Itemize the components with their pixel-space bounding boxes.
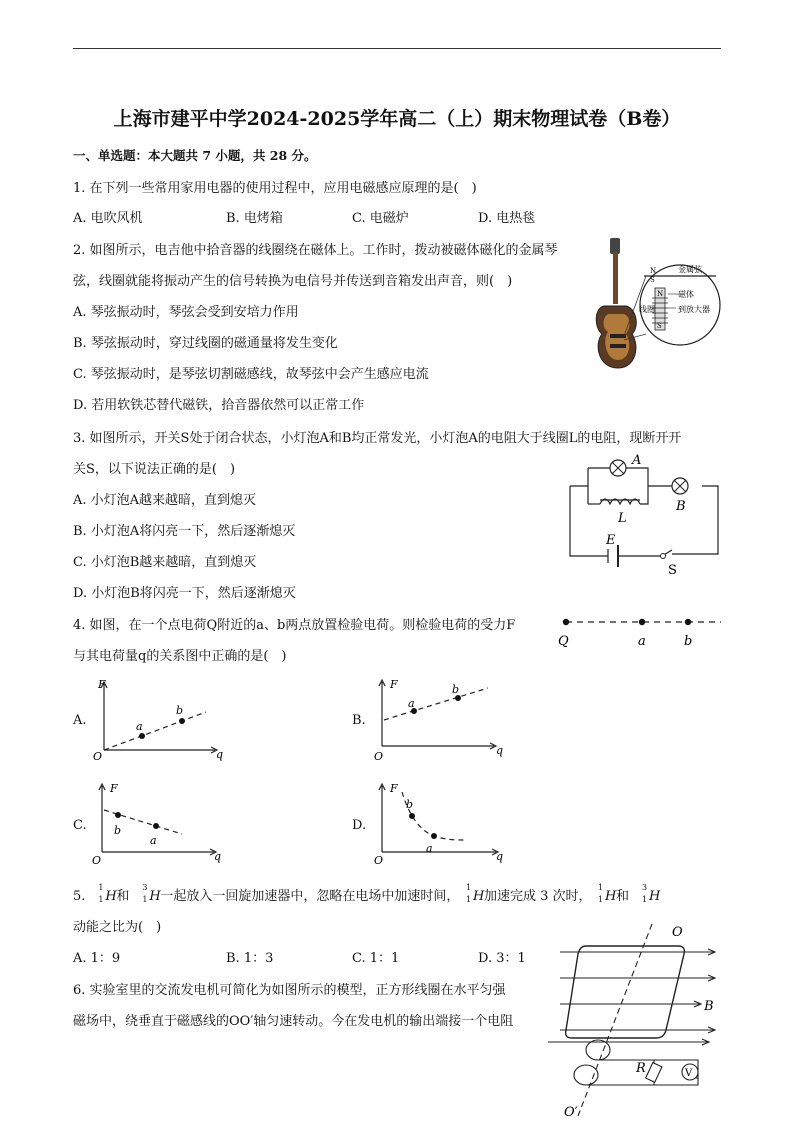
q2-stem-line2: 弦，线圈就能将振动产生的信号转换为电信号并传送到音箱发出声音，则( ) (73, 274, 513, 289)
axis-q-label: q (496, 850, 504, 863)
q4-charge-line-figure (556, 612, 726, 652)
axis-q-label: q (496, 744, 504, 757)
q1-option-b: B. 电烤箱 (226, 211, 283, 226)
q6-stem-line2: 磁场中，绕垂直于磁感线的OO′轴匀速转动。今在发电机的输出端接一个电阻 (73, 1014, 514, 1029)
lamp-a-label: A (632, 453, 642, 468)
axis-f-label: F (390, 782, 398, 795)
point-a (639, 619, 645, 625)
point-a-label: a (408, 697, 415, 710)
label-a: a (638, 634, 646, 649)
q1-option-c: C. 电磁炉 (352, 211, 409, 226)
q5-text-4: 加速完成 3 次时， (483, 889, 598, 904)
q3-option-d: D. 小灯泡B将闪亮一下，然后逐渐熄灭 (73, 586, 296, 601)
origin-label: O (374, 750, 384, 763)
q5-text-2: 和 (116, 889, 143, 904)
q3-stem-line2: 关S，以下说法正确的是( ) (73, 462, 236, 477)
axis-f-label: F (390, 678, 398, 691)
string-n-label: N (650, 267, 657, 275)
section-heading: 一、单选题：本大题共 7 小题，共 28 分。 (73, 148, 317, 163)
point-b-label: b (452, 683, 460, 696)
lamp-b-symbol (672, 478, 688, 494)
q2-option-b: B. 琴弦振动时，穿过线圈的磁通量将发生变化 (73, 336, 338, 351)
battery-e-label: E (606, 533, 616, 548)
q1-option-a: A. 电吹风机 (73, 211, 143, 226)
isotope-h1: 1 1 H (98, 883, 117, 904)
q2-guitar-figure (590, 236, 725, 372)
point-a-label: a (426, 842, 433, 855)
q2-option-a: A. 琴弦振动时，琴弦会受到安培力作用 (73, 305, 299, 320)
origin-label: O (92, 854, 102, 867)
q3-option-b: B. 小灯泡A将闪亮一下，然后逐渐熄灭 (73, 524, 296, 539)
q4-graph-a (90, 678, 225, 763)
q5-stem-line2: 动能之比为( ) (73, 920, 162, 935)
q1-option-d: D. 电热毯 (478, 211, 536, 226)
q4-option-d-label: D. (352, 818, 367, 833)
q3-stem-line1: 3. 如图所示，开关S处于闭合状态，小灯泡A和B均正常发光，小灯泡A的电阻大于线圈L的电阻，现断开开 (73, 431, 682, 446)
voltmeter-symbol (682, 1064, 698, 1080)
isotope-h1-c: 1 1 H (597, 883, 617, 904)
q1-stem: 1. 在下列一些常用家用电器的使用过程中，应用电磁感应原理的是( ) (73, 181, 477, 196)
magnet-label: 磁体 (678, 290, 694, 299)
q4-option-b-label: B. (352, 713, 366, 728)
q4-graph-b (372, 676, 507, 763)
q5-option-d: D. 3：1 (478, 951, 526, 966)
header-rule (73, 48, 721, 49)
origin-label: O (93, 750, 103, 763)
q4-option-a-label: A. (73, 713, 87, 728)
q5-stem-line1 (73, 885, 660, 904)
q6-generator-figure (548, 920, 724, 1120)
point-a-label: a (150, 834, 157, 847)
q6-stem-line1: 6. 实验室里的交流发电机可简化为如图所示的模型，正方形线圈在水平匀强 (73, 983, 506, 998)
field-b-label: B (704, 999, 714, 1014)
q4-stem-line2: 与其电荷量q的关系图中正确的是( ) (73, 649, 287, 664)
resistor-r-symbol (646, 1063, 662, 1083)
q5-option-c: C. 1：1 (352, 951, 400, 966)
isotope-h1-b: 1 1 H (465, 883, 485, 904)
axis-o-prime-label: O′ (564, 1105, 578, 1120)
voltmeter-label: V (685, 1068, 693, 1079)
q2-stem-line1: 2. 如图所示，电吉他中拾音器的线圈绕在磁体上。工作时，拨动被磁体磁化的金属琴 (73, 243, 558, 258)
guitar-illustration (596, 238, 636, 368)
q3-option-a: A. 小灯泡A越来越暗，直到熄灭 (73, 493, 257, 508)
q3-option-c: C. 小灯泡B越来越暗，直到熄灭 (73, 555, 257, 570)
origin-label: O (374, 854, 384, 867)
axis-o-label: O (672, 925, 683, 940)
q5-text-1: 5. (73, 889, 99, 904)
q4-graph-c (90, 778, 225, 866)
string-s-label: S (650, 276, 655, 284)
axis-f-label: F (110, 782, 118, 795)
coil-l-label: L (618, 511, 627, 526)
point-b (685, 619, 691, 625)
label-q: Q (558, 634, 569, 649)
q5-text-5: 和 (615, 889, 642, 904)
q2-option-c: C. 琴弦振动时，是琴弦切割磁感线，故琴弦中会产生感应电流 (73, 367, 429, 382)
point-q (563, 619, 569, 625)
label-b: b (684, 634, 693, 649)
isotope-h3: 3 1 H (142, 883, 161, 904)
magnet-n-label: N (657, 290, 664, 298)
axis-f-label: F (98, 678, 106, 691)
q5-text-3: 一起放入一回旋加速器中，忽略在电场中加速时间， (160, 889, 466, 904)
page-title: 上海市建平中学2024-2025学年高二（上）期末物理试卷（B卷） (113, 108, 681, 130)
axis-q-label: q (216, 748, 224, 761)
point-a-label: a (136, 720, 143, 733)
q4-graph-d (372, 778, 507, 866)
q5-option-a: A. 1：9 (73, 951, 121, 966)
lamp-a-symbol (610, 460, 626, 476)
metal-string-label: 金属弦 (678, 265, 702, 274)
amplifier-label: 到放大器 (678, 305, 710, 314)
point-b-label: b (176, 704, 184, 717)
lamp-b-label: B (676, 499, 686, 514)
switch-s-label: S (668, 563, 677, 578)
point-b-label: b (114, 824, 122, 837)
magnet-s-label: S (657, 322, 662, 330)
switch-contact (661, 554, 666, 559)
q3-circuit-figure (560, 446, 725, 576)
point-b-label: b (406, 798, 414, 811)
isotope-h3-b: 3 1 H (642, 883, 661, 904)
q4-stem-line1: 4. 如图，在一个点电荷Q附近的a、b两点放置检验电荷。则检验电荷的受力F (73, 618, 516, 633)
coil-label: 线圈 (639, 305, 655, 314)
q2-option-d: D. 若用软铁芯替代磁铁，拾音器依然可以正常工作 (73, 398, 365, 413)
q4-option-c-label: C. (73, 818, 87, 833)
resistor-r-label: R (636, 1061, 646, 1076)
q5-option-b: B. 1：3 (226, 951, 274, 966)
axis-q-label: q (214, 850, 222, 863)
